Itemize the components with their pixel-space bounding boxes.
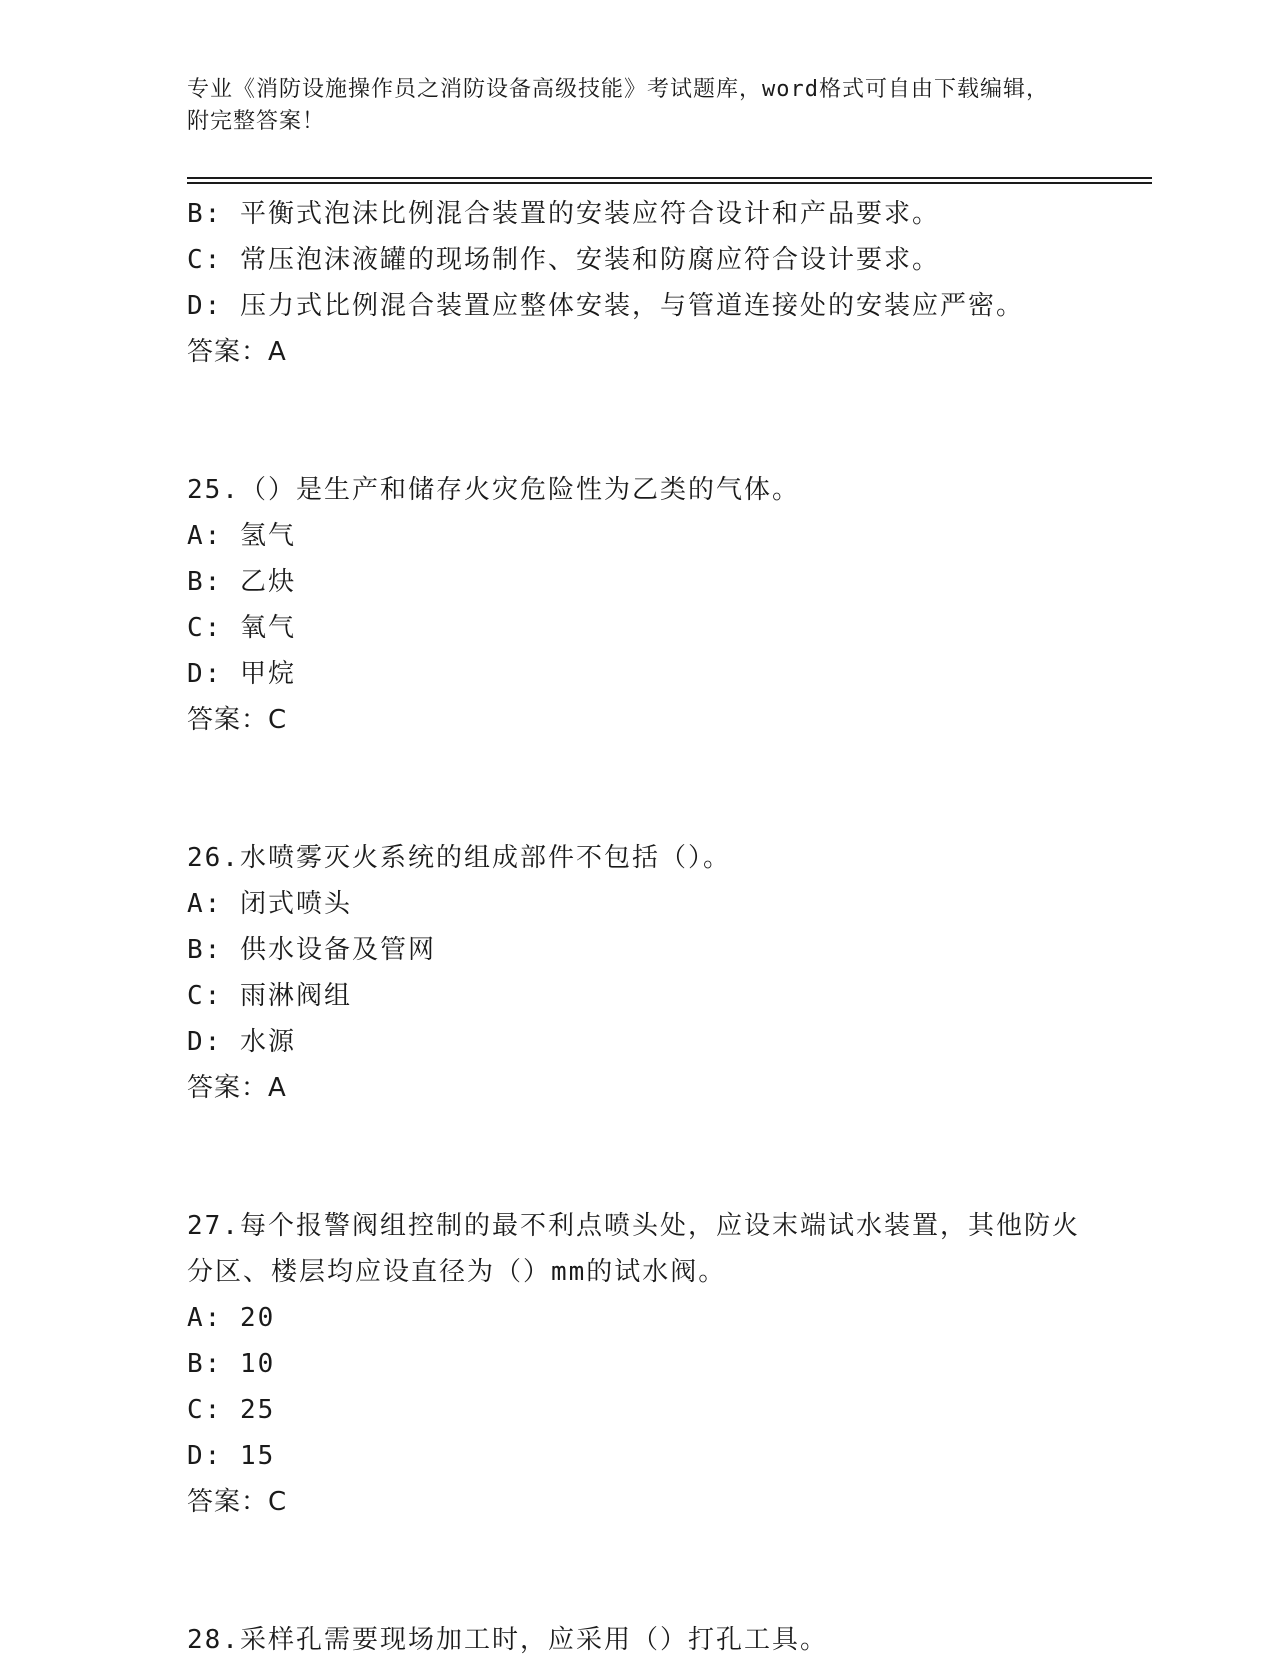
answer: 答案：C — [187, 1487, 288, 1517]
option-c: C: 雨淋阀组 — [187, 981, 352, 1011]
spacer — [187, 375, 1087, 467]
spacer — [187, 743, 1087, 835]
option-d: D: 水源 — [187, 1027, 296, 1057]
answer: 答案：A — [187, 1073, 287, 1103]
question-stem: 25.（）是生产和储存火灾危险性为乙类的气体。 — [187, 475, 800, 505]
option-a: A: 氢气 — [187, 521, 296, 551]
question-28 — [187, 1617, 1087, 1663]
option-b: B: 供水设备及管网 — [187, 935, 436, 965]
option-a: A: 20 — [187, 1303, 276, 1333]
header-rule-top — [187, 177, 1152, 179]
question-26 — [187, 835, 1087, 1111]
option-c: C: 常压泡沫液罐的现场制作、安装和防腐应符合设计要求。 — [187, 245, 940, 275]
spacer — [187, 1525, 1087, 1617]
spacer — [187, 1111, 1087, 1203]
answer: 答案：C — [187, 705, 288, 735]
answer: 答案：A — [187, 337, 287, 367]
question-stem: 27.每个报警阀组控制的最不利点喷头处，应设末端试水装置，其他防火分区、楼层均应设直径为（）mm的试水阀。 — [187, 1211, 1080, 1287]
option-b: B: 乙炔 — [187, 567, 296, 597]
option-d: D: 甲烷 — [187, 659, 296, 689]
header-rule-bottom — [187, 182, 1152, 184]
option-b: B: 平衡式泡沫比例混合装置的安装应符合设计和产品要求。 — [187, 199, 940, 229]
option-b: B: 10 — [187, 1349, 276, 1379]
question-27 — [187, 1203, 1087, 1525]
document-header: 专业《消防设施操作员之消防设备高级技能》考试题库，word格式可自由下载编辑，附完整答案！ — [187, 77, 1049, 134]
question-list — [187, 191, 1087, 1663]
question-stem: 28.采样孔需要现场加工时，应采用（）打孔工具。 — [187, 1625, 828, 1655]
option-c: C: 25 — [187, 1395, 276, 1425]
option-d: D: 15 — [187, 1441, 276, 1471]
question-stem: 26.水喷雾灭火系统的组成部件不包括（）。 — [187, 843, 731, 873]
option-c: C: 氧气 — [187, 613, 296, 643]
option-d: D: 压力式比例混合装置应整体安装，与管道连接处的安装应严密。 — [187, 291, 1024, 321]
option-a: A: 闭式喷头 — [187, 889, 352, 919]
question-continued — [187, 191, 1087, 375]
question-25 — [187, 467, 1087, 743]
